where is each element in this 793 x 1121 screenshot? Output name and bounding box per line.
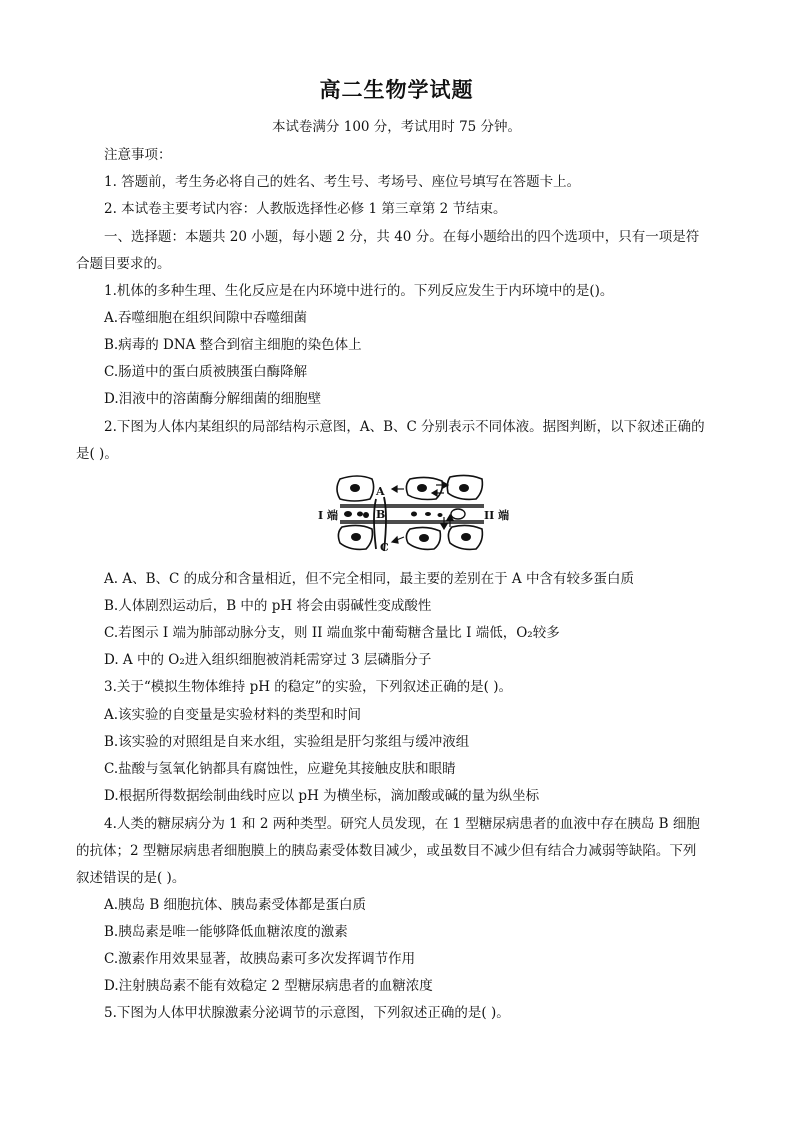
question-option: D.注射胰岛素不能有效稳定 2 型糖尿病患者的血糖浓度 <box>104 978 433 994</box>
blood-cell <box>451 509 465 519</box>
question-option: A.吞噬细胞在组织间隙中吞噬细菌 <box>104 310 308 326</box>
question-option: A.该实验的自变量是实验材料的类型和时间 <box>104 707 362 723</box>
question-option: C.若图示 I 端为肺部动脉分支，则 II 端血浆中葡萄糖含量比 I 端低，O₂较多 <box>104 625 560 641</box>
question-option: B.该实验的对照组是自来水组，实验组是肝匀浆组与缓冲液组 <box>104 734 470 750</box>
question-option: D.泪液中的溶菌酶分解细菌的细胞壁 <box>104 391 322 407</box>
question-stem: 2.下图为人体内某组织的局部结构示意图，A、B、C 分别表示不同体液。据图判断，以下叙述正确的 <box>104 419 705 435</box>
notes-heading: 注意事项： <box>104 147 172 163</box>
question-option: A.胰岛 B 细胞抗体、胰岛素受体都是蛋白质 <box>104 897 367 913</box>
question-option: C.肠道中的蛋白质被胰蛋白酶降解 <box>104 364 308 380</box>
label-c: C <box>380 541 389 554</box>
question-option: B.病毒的 DNA 整合到宿主细胞的染色体上 <box>104 337 362 353</box>
question-stem-cont: 的抗体；2 型糖尿病患者细胞膜上的胰岛素受体数目减少，或虽数目不减少但有结合力减弱等缺陷。下列 <box>76 843 697 859</box>
question-stem: 1.机体的多种生理、生化反应是在内环境中进行的。下列反应发生于内环境中的是()。 <box>104 283 614 299</box>
label-left-end: I 端 <box>318 509 338 522</box>
label-b: B <box>376 508 386 521</box>
question-stem: 4.人类的糖尿病分为 1 和 2 两种类型。研究人员发现，在 1 型糖尿病患者的血液中存在胰岛 B 细胞 <box>104 816 700 832</box>
question-option: B.胰岛素是唯一能够降低血糖浓度的激素 <box>104 924 348 940</box>
question-option: C.盐酸与氢氧化钠都具有腐蚀性，应避免其接触皮肤和眼睛 <box>104 761 456 777</box>
question-option: D. A 中的 O₂进入组织细胞被消耗需穿过 3 层磷脂分子 <box>104 652 432 668</box>
exam-subtitle: 本试卷满分 100 分，考试用时 75 分钟。 <box>271 119 522 135</box>
question-stem-cont: 是( )。 <box>76 446 118 462</box>
question-option: A. A、B、C 的成分和含量相近，但不完全相同，最主要的差别在于 A 中含有较多蛋白质 <box>104 571 634 587</box>
page-title: 高二生物学试题 <box>319 77 474 102</box>
question-option: C.激素作用效果显著，故胰岛素可多次发挥调节作用 <box>104 951 416 967</box>
note-item: 2. 本试卷主要考试内容：人教版选择性必修 1 第三章第 2 节结束。 <box>104 201 507 217</box>
question-option: D.根据所得数据绘制曲线时应以 pH 为横坐标，滴加酸或碱的量为纵坐标 <box>104 788 540 804</box>
question-stem-cont: 叙述错误的是( )。 <box>76 870 186 886</box>
label-a: A <box>376 485 385 498</box>
question-stem: 3.关于“模拟生物体维持 pH 的稳定”的实验，下列叙述正确的是( )。 <box>104 679 513 695</box>
question-option: B.人体剧烈运动后，B 中的 pH 将会由弱碱性变成酸性 <box>104 598 432 614</box>
label-right-end: II 端 <box>484 509 510 522</box>
note-item: 1. 答题前，考生务必将自己的姓名、考生号、考场号、座位号填写在答题卡上。 <box>104 174 581 190</box>
question-stem: 5.下图为人体甲状腺激素分泌调节的示意图，下列叙述正确的是( )。 <box>104 1005 510 1021</box>
section-heading-cont: 合题目要求的。 <box>76 256 171 272</box>
section-heading: 一、选择题：本题共 20 小题，每小题 2 分，共 40 分。在每小题给出的四个选项中，只有一项是符 <box>104 229 700 245</box>
blood-cell <box>344 511 443 518</box>
tissue-diagram <box>318 471 514 555</box>
